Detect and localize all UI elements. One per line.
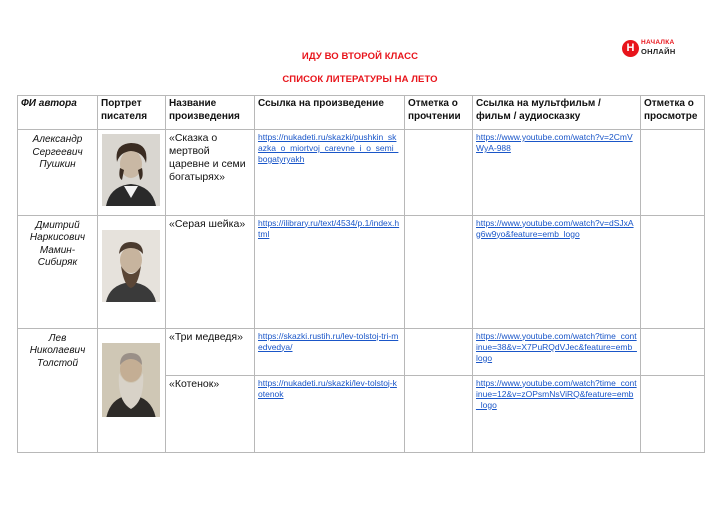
work-title: «Три медведя» [169, 330, 243, 343]
table-row [18, 130, 705, 216]
video-link-cell [473, 328, 641, 452]
logo-text-bottom: ОНЛАЙН [641, 47, 676, 56]
work-link-cell [255, 328, 405, 452]
table-row [18, 328, 705, 452]
read-mark-cell[interactable] [405, 215, 473, 328]
table-row [18, 215, 705, 328]
video-link[interactable]: https://www.youtube.com/watch?time_continue=38&v=X7PuRQdVJec&feature=emb_logo [476, 330, 637, 363]
work-link-cell [255, 215, 405, 328]
portrait-cell [98, 130, 166, 216]
work-link-cell [255, 130, 405, 216]
portrait-tolstoy-image [102, 341, 160, 417]
column-header-watched-mark: Отметка о просмотре [641, 96, 705, 130]
work-link[interactable]: https://skazki.rustih.ru/lev-tolstoj-tri-medvedya/ [258, 330, 399, 352]
column-header-read-mark: Отметка о прочтении [405, 96, 473, 130]
read-mark-cell[interactable] [405, 130, 473, 216]
work-link[interactable]: https://ilibrary.ru/text/4534/p.1/index.html [258, 217, 400, 239]
watched-mark-cell[interactable] [641, 215, 705, 328]
video-link[interactable]: https://www.youtube.com/watch?v=2CmVWyA-988 [476, 132, 633, 153]
video-link[interactable]: https://www.youtube.com/watch?time_continue=12&v=zOPsmNsViRQ&feature=emb_logo [476, 377, 637, 410]
author-name: Дмитрий Наркисович Мамин-Сибиряк [18, 215, 98, 328]
author-name: Лев Николаевич Толстой [18, 328, 98, 452]
work-link[interactable]: https://nukadeti.ru/skazki/lev-tolstoj-kotenok [258, 377, 397, 399]
column-header-portrait: Портрет писателя [98, 96, 166, 130]
work-title-cell [166, 328, 255, 452]
work-title: «Котенок» [166, 375, 254, 393]
portrait-cell [98, 215, 166, 328]
video-link-cell [473, 215, 641, 328]
document-subtitle: СПИСОК ЛИТЕРАТУРЫ НА ЛЕТО [282, 74, 438, 85]
document-title: ИДУ ВО ВТОРОЙ КЛАСС [301, 51, 419, 62]
video-link-cell [473, 130, 641, 216]
portrait-mamin-sibiryak-image [102, 230, 160, 302]
work-title: «Серая шейка» [166, 215, 255, 328]
watched-mark-cell[interactable] [641, 130, 705, 216]
table-header-row [18, 96, 705, 130]
brand-logo [622, 39, 682, 63]
logo-mark-icon: Н [622, 40, 639, 57]
watched-mark-cell[interactable] [641, 328, 705, 452]
video-link[interactable]: https://www.youtube.com/watch?v=dSJxAg6w9yo&feature=emb_logo [476, 217, 634, 239]
work-title: «Сказка о мертвой царевне и семи богатырях» [166, 130, 255, 216]
logo-text-top: НАЧАЛКА [641, 39, 675, 46]
portrait-cell [98, 328, 166, 452]
column-header-work-link: Ссылка на произведение [255, 96, 405, 130]
portrait-pushkin-image [102, 134, 160, 206]
column-header-author: ФИ автора [18, 96, 98, 130]
read-mark-cell[interactable] [405, 328, 473, 452]
work-link[interactable]: https://nukadeti.ru/skazki/pushkin_skazka_o_miortvoj_carevne_i_o_semi_bogatyryakh [258, 132, 399, 164]
column-header-work: Название произведения [166, 96, 255, 130]
reading-list-table [17, 95, 705, 453]
author-name: Александр Сергеевич Пушкин [18, 130, 98, 216]
column-header-video-link: Ссылка на мультфильм / фильм / аудиосказку [473, 96, 641, 130]
